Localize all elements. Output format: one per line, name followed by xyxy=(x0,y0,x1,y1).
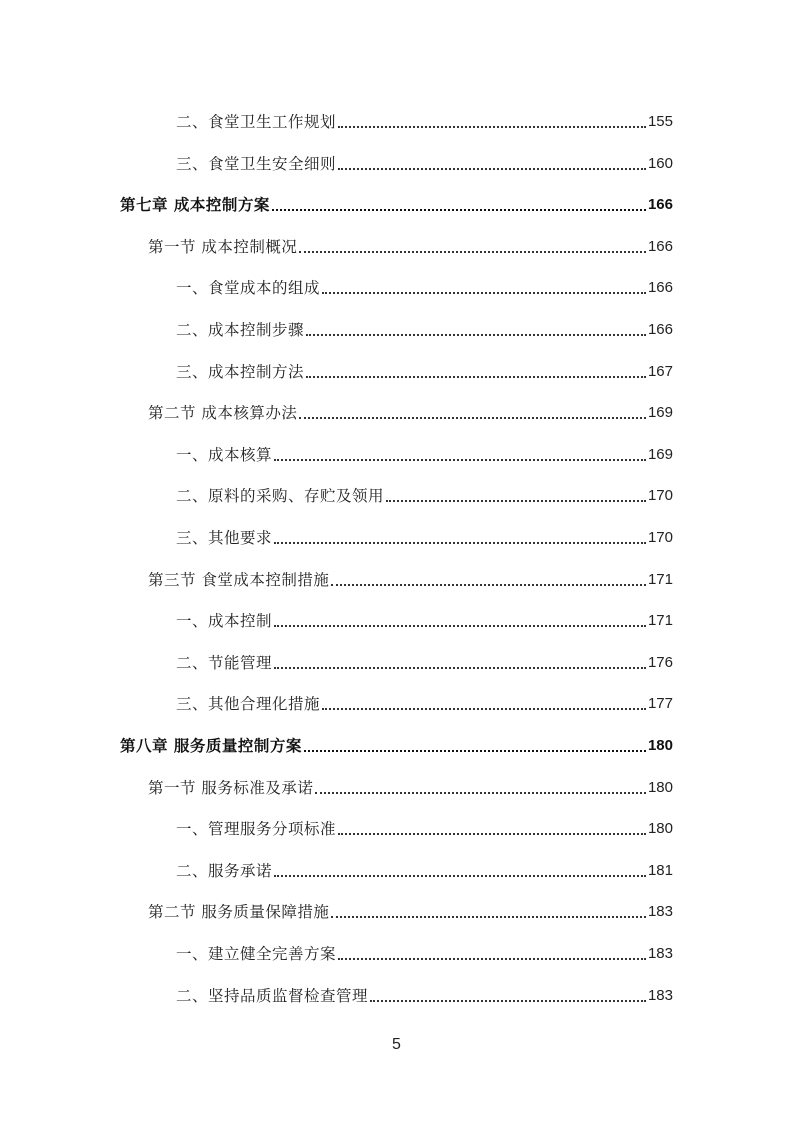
toc-entry-title: 二、坚持品质监督检查管理 xyxy=(176,986,369,1005)
toc-entry-page: 167 xyxy=(647,362,673,380)
toc-entry-title: 第一节 成本控制概况 xyxy=(148,237,298,256)
dot-leader xyxy=(338,168,646,170)
dot-leader xyxy=(272,209,646,211)
toc-entry[interactable] xyxy=(0,849,793,881)
toc-entry[interactable] xyxy=(0,350,793,382)
page-number: 5 xyxy=(392,1036,401,1053)
dot-leader xyxy=(274,875,646,877)
toc-entry-title: 第三节 食堂成本控制措施 xyxy=(148,570,330,589)
toc-entry[interactable] xyxy=(0,266,793,298)
toc-entry-title: 第一节 服务标准及承诺 xyxy=(148,778,314,797)
toc-entry[interactable] xyxy=(0,142,793,174)
toc-entry-title: 一、建立健全完善方案 xyxy=(176,945,337,963)
dot-leader xyxy=(315,792,646,794)
toc-section-entry[interactable] xyxy=(0,558,793,590)
toc-entry-page: 183 xyxy=(647,945,673,962)
dot-leader xyxy=(331,584,646,586)
toc-entry-title: 三、食堂卫生安全细则 xyxy=(176,154,337,173)
dot-leader xyxy=(299,417,646,419)
dot-leader xyxy=(331,916,646,918)
dot-leader xyxy=(274,625,646,627)
dot-leader xyxy=(299,251,646,253)
toc-entry-page: 166 xyxy=(647,321,673,338)
toc-entry[interactable] xyxy=(0,641,793,673)
toc-entry-title: 第八章 服务质量控制方案 xyxy=(120,737,302,755)
dot-leader xyxy=(322,292,646,294)
toc-entry-title: 二、原料的采购、存贮及领用 xyxy=(176,487,385,506)
toc-entry-page: 155 xyxy=(647,113,673,130)
dot-leader xyxy=(304,750,646,752)
toc-entry-page: 171 xyxy=(647,570,673,588)
toc-entry-title: 二、服务承诺 xyxy=(176,861,273,880)
dot-leader xyxy=(322,708,646,710)
toc-entry-title: 一、管理服务分项标准 xyxy=(176,820,337,839)
toc-entry-page: 171 xyxy=(647,612,673,630)
toc-entry-title: 三、其他要求 xyxy=(176,529,273,547)
dot-leader xyxy=(370,1000,646,1002)
toc-entry-title: 二、食堂卫生工作规划 xyxy=(176,113,337,131)
toc-entry-title: 二、节能管理 xyxy=(176,653,273,672)
toc-entry-page: 180 xyxy=(647,778,673,796)
toc-entry-page: 166 xyxy=(647,279,673,297)
toc-entry-page: 183 xyxy=(647,903,673,921)
toc-entry[interactable] xyxy=(0,100,793,132)
dot-leader xyxy=(274,459,646,461)
toc-entry-title: 二、成本控制步骤 xyxy=(176,321,305,339)
dot-leader xyxy=(274,667,646,669)
toc-entry[interactable] xyxy=(0,599,793,631)
toc-entry[interactable] xyxy=(0,807,793,839)
toc-entry-title: 第二节 服务质量保障措施 xyxy=(148,903,330,922)
toc-section-entry[interactable] xyxy=(0,766,793,798)
toc-entry-page: 177 xyxy=(647,695,673,713)
toc-entry-title: 一、成本控制 xyxy=(176,612,273,631)
toc-entry[interactable] xyxy=(0,974,793,1006)
toc-chapter-entry[interactable] xyxy=(0,183,793,215)
toc-entry-page: 169 xyxy=(647,445,673,463)
toc-entry[interactable] xyxy=(0,308,793,340)
dot-leader xyxy=(338,958,646,960)
toc-entry-title: 一、成本核算 xyxy=(176,445,273,464)
toc-entry-page: 166 xyxy=(647,196,673,214)
toc-entry-title: 三、其他合理化措施 xyxy=(176,695,321,714)
toc-entry-page: 160 xyxy=(647,154,673,172)
toc-entry-title: 第七章 成本控制方案 xyxy=(120,196,270,215)
dot-leader xyxy=(338,833,646,835)
toc-entry-page: 166 xyxy=(647,237,673,255)
toc-entry-page: 181 xyxy=(647,861,673,879)
toc-entry-page: 170 xyxy=(647,529,673,546)
toc-entry-title: 第二节 成本核算办法 xyxy=(148,404,298,423)
toc-entry-page: 170 xyxy=(647,487,673,505)
toc-chapter-entry[interactable] xyxy=(0,724,793,756)
toc-entry[interactable] xyxy=(0,433,793,465)
toc-section-entry[interactable] xyxy=(0,890,793,922)
toc-entry-title: 一、食堂成本的组成 xyxy=(176,279,321,298)
dot-leader xyxy=(386,500,646,502)
toc-entry-page: 176 xyxy=(647,653,673,671)
dot-leader xyxy=(306,334,646,336)
toc-section-entry[interactable] xyxy=(0,391,793,423)
toc-entry-page: 169 xyxy=(647,404,673,422)
toc-section-entry[interactable] xyxy=(0,225,793,257)
toc-entry[interactable] xyxy=(0,932,793,964)
toc-entry-page: 183 xyxy=(647,986,673,1004)
toc-entry[interactable] xyxy=(0,516,793,548)
dot-leader xyxy=(306,376,646,378)
toc-entry[interactable] xyxy=(0,474,793,506)
dot-leader xyxy=(274,542,646,544)
dot-leader xyxy=(338,126,646,128)
toc-entry[interactable] xyxy=(0,682,793,714)
toc-entry-title: 三、成本控制方法 xyxy=(176,362,305,381)
toc-entry-page: 180 xyxy=(647,820,673,838)
toc-entry-page: 180 xyxy=(647,737,673,754)
